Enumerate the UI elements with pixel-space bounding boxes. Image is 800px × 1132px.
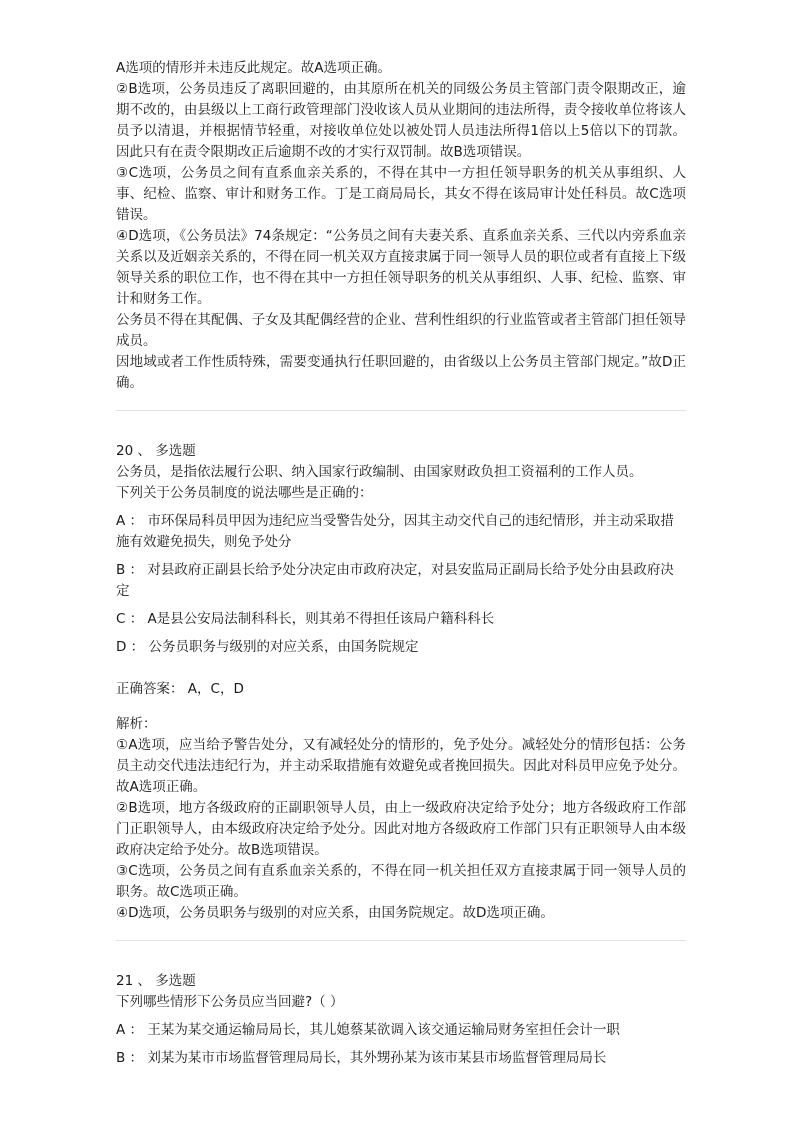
- option-c[interactable]: C ： A是县公安局法制科科长，则其弟不得担任该局户籍科科长: [116, 611, 495, 627]
- question-20: [116, 441, 686, 924]
- analysis-paragraph: ③C选项，公务员之间有直系血亲关系的，不得在同一机关担任双方直接隶属于同一领导人员的职务。故C选项正确。: [116, 863, 686, 900]
- option-d[interactable]: D ： 公务员职务与级别的对应关系，由国务院规定: [116, 639, 419, 655]
- analysis-label: 解析：: [116, 716, 157, 732]
- question-stem: 下列哪些情形下公务员应当回避?（ ）: [116, 994, 344, 1010]
- explanation-paragraph: ③C选项，公务员之间有直系血亲关系的，不得在其中一方担任领导职务的机关从事组织、人事、纪检、监察、审计和财务工作。丁是工商局局长，其女不得在该局审计处任科员。故C选项错误。: [116, 165, 686, 223]
- question-header: 21 、 多选题: [116, 973, 196, 989]
- option-b[interactable]: B ： 对县政府正副县长给予处分决定由市政府决定，对县安监局正副局长给予处分由县政府决定: [116, 562, 674, 599]
- analysis-paragraph: ②B选项，地方各级政府的正副职领导人员，由上一级政府决定给予处分；地方各级政府工作部门正职领导人，由本级政府决定给予处分。因此对地方各级政府工作部门只有正职领导人由本级政府决定给予处分。故B选项错误。: [116, 800, 686, 858]
- option-a[interactable]: A ： 市环保局科员甲因为违纪应当受警告处分，因其主动交代自己的违纪情形，并主动采取措施有效避免损失，则免予处分: [116, 513, 674, 550]
- explanation-paragraph: 公务员不得在其配偶、子女及其配偶经营的企业、营利性组织的行业监管或者主管部门担任领导成员。: [116, 312, 686, 349]
- correct-answer: 正确答案： A，C，D: [116, 681, 244, 697]
- option-b[interactable]: B ： 刘某为某市市场监督管理局局长，其外甥孙某为该市某县市场监督管理局局长: [116, 1050, 607, 1066]
- analysis-paragraph: ④D选项，公务员职务与级别的对应关系，由国务院规定。故D选项正确。: [116, 905, 554, 921]
- analysis-paragraph: ①A选项，应当给予警告处分，又有减轻处分的情形的，免予处分。减轻处分的情形包括：公务员主动交代违法违纪行为，并主动采取措施有效避免或者挽回损失。因此对科员甲应免予处分。故A选项正确。: [116, 737, 686, 795]
- question-header: 20 、 多选题: [116, 443, 196, 459]
- explanation-paragraph: ④D选项，《公务员法》74条规定：“公务员之间有夫妻关系、直系血亲关系、三代以内旁系血亲关系以及近姻亲关系的，不得在同一机关双方直接隶属于同一领导人员的职位或者有直接上下级领导关系的职位工作，也不得在其中一方担任领导职务的机关从事组织、人事、纪检、监察、审计和财务工作。: [116, 228, 686, 307]
- question-21: [116, 971, 686, 1069]
- explanation-paragraph: A选项的情形并未违反此规定。故A选项正确。: [116, 60, 391, 76]
- q19-explanation: [116, 58, 686, 394]
- option-a[interactable]: A ： 王某为某交通运输局局长，其儿媳蔡某欲调入该交通运输局财务室担任会计一职: [116, 1022, 620, 1038]
- question-stem: 公务员，是指依法履行公职、纳入国家行政编制、由国家财政负担工资福利的工作人员。: [116, 464, 643, 480]
- explanation-paragraph: 因地域或者工作性质特殊，需要变通执行任职回避的，由省级以上公务员主管部门规定。”故D正确。: [116, 354, 686, 391]
- explanation-paragraph: ②B选项，公务员违反了离职回避的，由其原所在机关的同级公务员主管部门责令限期改正，逾期不改的，由县级以上工商行政管理部门没收该人员从业期间的违法所得，责令接收单位将该人员予以清退，并根据情节轻重，对接收单位处以被处罚人员违法所得1倍以上5倍以下的罚款。因此只有在责令限期改正后逾期不改的才实行双罚制。故B选项错误。: [116, 81, 686, 160]
- document-page: [116, 58, 686, 1076]
- question-stem: 下列关于公务员制度的说法哪些是正确的：: [116, 485, 373, 501]
